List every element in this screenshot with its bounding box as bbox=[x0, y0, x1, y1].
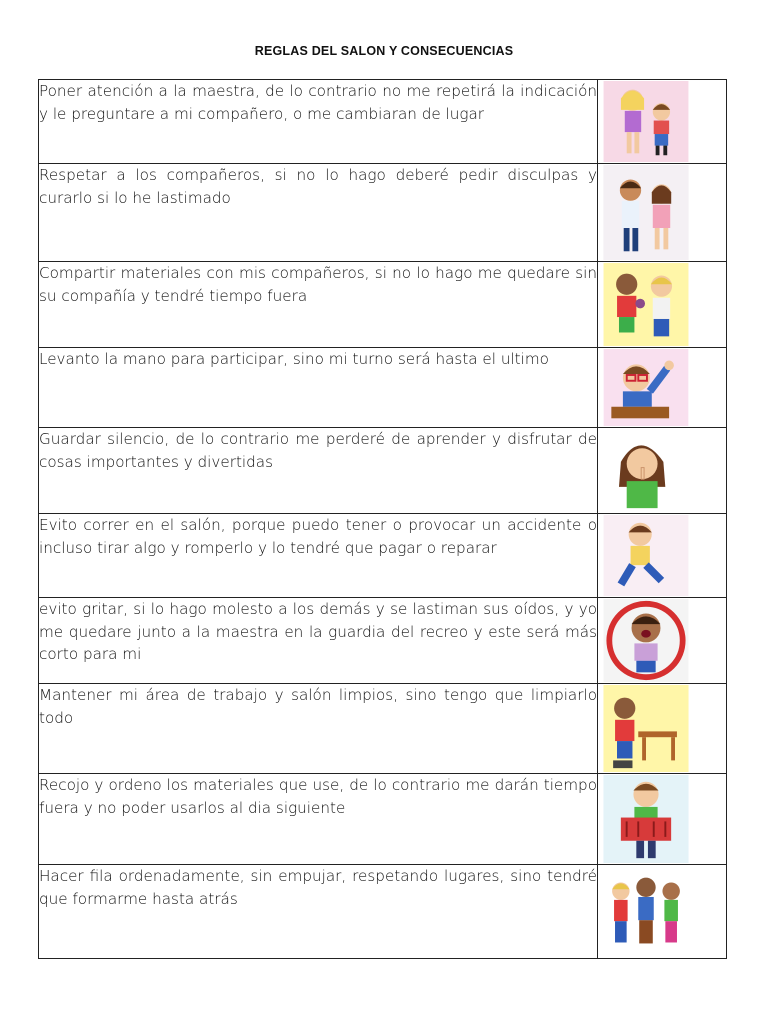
child-shouting-illustration bbox=[602, 599, 690, 682]
table-row bbox=[39, 684, 727, 774]
rule-text: Levanto la mano para participar, sino mi turno será hasta el ultimo bbox=[39, 348, 598, 428]
table-row bbox=[39, 348, 727, 428]
child-silence-illustration bbox=[602, 429, 690, 512]
child-cleaning-illustration bbox=[602, 685, 690, 772]
children-in-line-illustration bbox=[602, 866, 690, 957]
rule-text: Compartir materiales con mis compañeros, si no lo hago me quedare sin su compañía y tendré tiempo fuera bbox=[39, 262, 598, 348]
rule-text: Poner atención a la maestra, de lo contrario no me repetirá la indicación y le preguntare a mi compañero, o me cambiaran de lugar bbox=[39, 80, 598, 164]
rule-text: Respetar a los compañeros, si no lo hago deberé pedir disculpas y curarlo si lo he lastimado bbox=[39, 164, 598, 262]
rule-text: evito gritar, si lo hago molesto a los demás y se lastiman sus oídos, y yo me quedare junto a la maestra en la guardia del recreo y este será más corto para mi bbox=[39, 598, 598, 684]
children-sharing-illustration bbox=[602, 263, 690, 346]
children-respecting-illustration bbox=[602, 165, 690, 260]
document-title: REGLAS DEL SALON Y CONSECUENCIAS bbox=[254, 44, 514, 58]
rules-table bbox=[38, 79, 727, 959]
table-row bbox=[39, 80, 727, 164]
table-row bbox=[39, 774, 727, 865]
table-row bbox=[39, 514, 727, 598]
rule-text: Evito correr en el salón, porque puedo tener o provocar un accidente o incluso tirar algo y romperlo y lo tendré que pagar o reparar bbox=[39, 514, 598, 598]
rule-text: Hacer fila ordenadamente, sin empujar, respetando lugares, sino tendré que formarme hasta atrás bbox=[39, 865, 598, 959]
rule-text: Mantener mi área de trabajo y salón limpios, sino tengo que limpiarlo todo bbox=[39, 684, 598, 774]
table-row bbox=[39, 262, 727, 348]
table-row bbox=[39, 428, 727, 514]
table-row bbox=[39, 598, 727, 684]
rule-text: Guardar silencio, de lo contrario me perderé de aprender y disfrutar de cosas importantes y divertidas bbox=[39, 428, 598, 514]
child-raising-hand-illustration bbox=[602, 349, 690, 426]
child-running-illustration bbox=[602, 515, 690, 596]
child-with-basket-illustration bbox=[602, 775, 690, 863]
rule-text: Recojo y ordeno los materiales que use, de lo contrario me darán tiempo fuera y no poder usarlos al dia siguiente bbox=[39, 774, 598, 865]
teacher-and-child-illustration bbox=[602, 81, 690, 162]
table-row bbox=[39, 865, 727, 959]
table-row bbox=[39, 164, 727, 262]
